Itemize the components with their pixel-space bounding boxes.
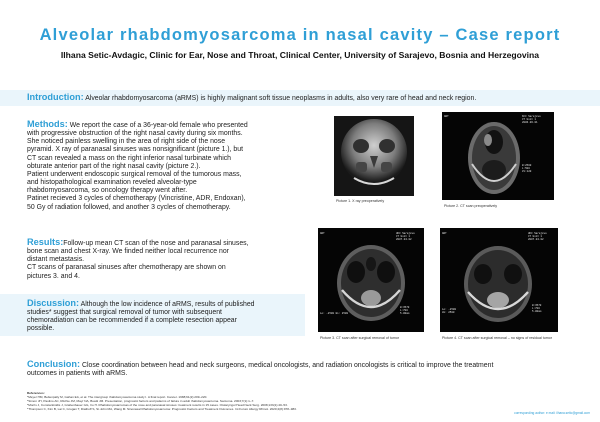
reference-item: *Simon JH, Paulino AC, Ritchie JM, Mayr NA, Buatti JM. Presentation, prognostic factors and patterns of failure in adult rhabdomyosarcoma. Sarcoma. 2003;7(1):1–7. xyxy=(27,398,255,403)
conclusion-section xyxy=(27,360,597,378)
references-section xyxy=(27,392,347,412)
methods-heading: Methods: xyxy=(27,119,68,129)
discussion-line-1: studies* suggest that surgical removal of tumor with subsequent xyxy=(27,309,222,317)
figure-2-caption: Picture 2. CT scan preoperatively xyxy=(444,204,498,208)
discussion-line-3: possible. xyxy=(27,325,55,333)
results-section xyxy=(27,238,317,281)
methods-line-0: We report the case of a 36-year-old female who presented xyxy=(67,122,248,129)
methods-line-6: Patient underwent endoscopic surgical removal of the tumorous mass, xyxy=(27,170,242,178)
methods-line-7: and histopathological examination reveled alveolar-type xyxy=(27,179,197,187)
results-line-4: pictures 3. and 4. xyxy=(27,272,80,280)
figure-4-caption: Picture 4. CT scan after surgical removal – no signs of residual tumor xyxy=(442,336,552,340)
discussion-line-0: Although the low incidence of aRMS, results of published xyxy=(79,301,255,308)
conclusion-line-0: Close coordination between head and neck surgeons, medical oncologists, and radiation oncologists is critical to improve the treatment xyxy=(80,362,494,369)
introduction-heading: Introduction: xyxy=(27,92,84,102)
methods-line-2: She noticed painless swelling in the area of right side of the nose xyxy=(27,138,226,146)
methods-line-10: 50 Gy of radiation followed, and another 3 cycles of chemotherapy. xyxy=(27,203,231,211)
methods-line-1: with progressive obstruction of the right nasal cavity during six months. xyxy=(27,130,243,138)
discussion-heading: Discussion: xyxy=(27,298,80,308)
figure-1-caption: Picture 1. X ray preoperatively xyxy=(336,199,385,203)
results-line-0: Follow-up mean CT scan of the nose and paranasal sinuses, xyxy=(63,240,249,247)
introduction-section xyxy=(27,93,597,103)
ct-postoperative-image-2: ANT UKC Sarajevo CT Unit 1 2007.04.02 Lo: -2500 Hi: 2500 W:3570 L:700 5.00mm xyxy=(440,228,558,332)
contact-email[interactable]: corresponding author: e mail: ilhana.setic@gmail.com xyxy=(514,411,590,415)
methods-line-3: pyramid. X ray of paranasal sinuses was nonsignificant (picture 1.), but xyxy=(27,146,244,154)
methods-line-5: obturate anterior part of the right nasal cavity (picture 2.). xyxy=(27,162,201,170)
conclusion-line-1: outcomes in patients with aRMS. xyxy=(27,370,128,378)
ct-preoperative-image: ANT KCC Sarajevo CT Unit 1 2006.06.01 W:2500 L:500 kV:120 xyxy=(442,112,554,200)
results-line-2: distant metastasis. xyxy=(27,256,85,264)
introduction-text: Alveolar rhabdomyosarcoma (aRMS) is highly malignant soft tissue neoplasms in adults, also very rare of head and neck region. xyxy=(83,95,477,102)
xray-image xyxy=(334,116,414,196)
reference-item: *Thompson C, Kim B, Lai C, Grogan T, Diathoff S, St.John MA, Wang M. Sinonasal Rhabdomyosarcoma: Prognostic Factors and Treatment Outcomes. Int Forum Allergy Rhinol. 2020;2(8):978–983. xyxy=(27,406,297,411)
authors-line: Ilhana Setic-Avdagic, Clinic for Ear, Nose and Throat, Clinical Center, University of Sarajevo, Bosnia and Herzegovina xyxy=(60,50,540,60)
methods-line-4: CT scan revealed a mass on the right inferior nasal turbinate which xyxy=(27,154,232,162)
results-heading: Results: xyxy=(27,237,64,247)
discussion-section xyxy=(27,299,303,334)
reference-item: *Morris J, Constantinidis J, Grabenbauer GG, Iro H. Rhabdomyosarcomas of the nose and paranasal sinuses: treatment results in 15 cases. Otolaryngol Head Neck Surg. 2008;133(1):40–53. xyxy=(27,402,288,407)
figure-3-caption: Picture 3. CT scan after surgical removal of tumor xyxy=(320,336,400,340)
poster-title: Alveolar rhabdomyosarcoma in nasal cavity – Case report xyxy=(39,26,561,44)
methods-line-8: rhabdomyosarcoma, so oncology therapy went after. xyxy=(27,187,188,195)
references-heading: References: xyxy=(27,391,45,395)
reference-item: *Meyer HM, Beltenpally M, Gahan EA, et al. The intergroup rhabdomyosarcoma study I. A final report. Cancer. 1988;61(2):209–220. xyxy=(27,394,208,399)
ct-postoperative-image-1: ANT UKC Sarajevo CT Unit 1 2007.04.02 Lo: -2500 Hi: 2500 W:3570 L:700 5.00mm xyxy=(318,228,424,332)
discussion-line-2: chemoradiation can be recommended if a complete resection appear xyxy=(27,317,237,325)
methods-line-9: Patinet recieved 3 cycles of chemotherapy (Vincristine, ADR, Endoxan), xyxy=(27,195,246,203)
results-line-1: bone scan and chest X-ray. We finded neither local recurrence nor xyxy=(27,248,229,256)
methods-section xyxy=(27,120,317,212)
results-line-3: CT scans of paranasal sinuses after chemotherapy are shown on xyxy=(27,264,226,272)
conclusion-heading: Conclusion: xyxy=(27,359,81,369)
